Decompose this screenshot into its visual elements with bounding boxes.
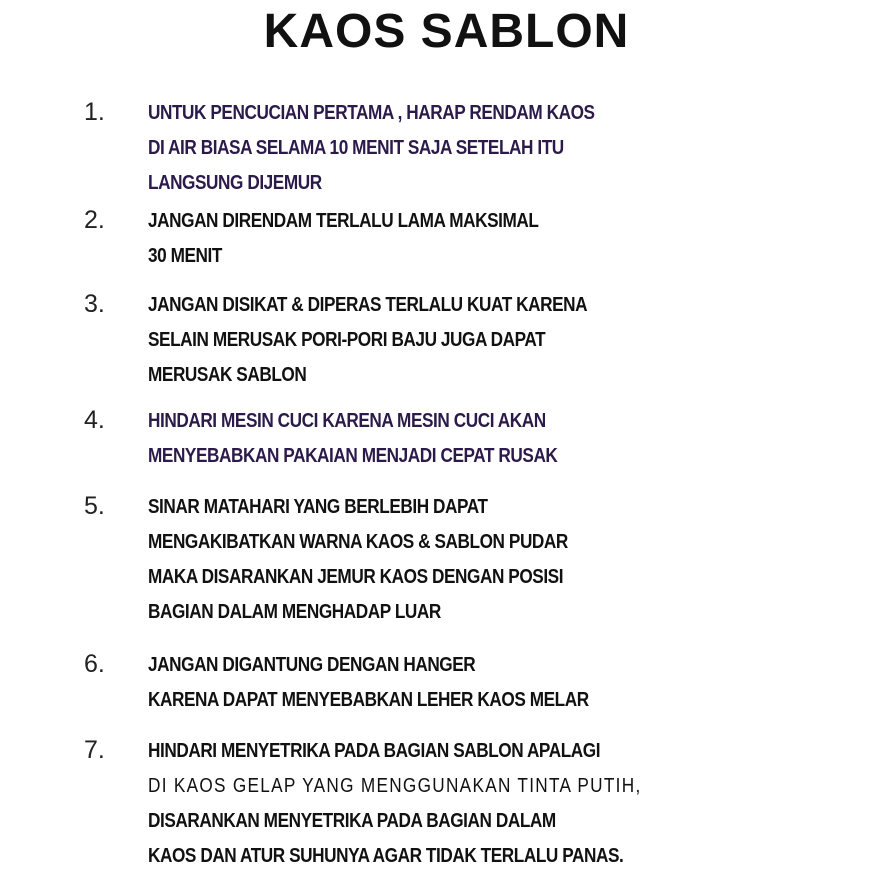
- rule-number: 3.: [84, 290, 105, 318]
- rule-line: KAOS DAN ATUR SUHUNYA AGAR TIDAK TERLALU PANAS.: [148, 845, 624, 867]
- rule-line: SINAR MATAHARI YANG BERLEBIH DAPAT: [148, 496, 488, 518]
- rule-line: DI AIR BIASA SELAMA 10 MENIT SAJA SETELAH ITU: [148, 137, 564, 159]
- rule-text: [148, 734, 767, 874]
- rule-line: HINDARI MENYETRIKA PADA BAGIAN SABLON APALAGI: [148, 740, 601, 762]
- rule-number: 7.: [84, 736, 105, 764]
- rule-text: [148, 204, 767, 274]
- rule-line: LANGSUNG DIJEMUR: [148, 172, 322, 194]
- page-title: KAOS SABLON: [263, 5, 630, 58]
- rule-line: SELAIN MERUSAK PORI-PORI BAJU JUGA DAPAT: [148, 329, 546, 351]
- rule-line: MENGAKIBATKAN WARNA KAOS & SABLON PUDAR: [148, 531, 568, 553]
- rule-line: HINDARI MESIN CUCI KARENA MESIN CUCI AKAN: [148, 410, 546, 432]
- rule-line: MERUSAK SABLON: [148, 364, 307, 386]
- rule-text: [148, 490, 767, 630]
- rule-line: DI KAOS GELAP YANG MENGGUNAKAN TINTA PUTIH,: [148, 775, 642, 797]
- rule-number: 4.: [84, 406, 105, 434]
- rule-line: BAGIAN DALAM MENGHADAP LUAR: [148, 601, 441, 623]
- rule-number: 6.: [84, 650, 105, 678]
- rule-line: MENYEBABKAN PAKAIAN MENJADI CEPAT RUSAK: [148, 445, 558, 467]
- rule-line: JANGAN DIGANTUNG DENGAN HANGER: [148, 654, 476, 676]
- rule-number: 2.: [84, 206, 105, 234]
- rule-text: [148, 648, 767, 718]
- rule-text: [148, 96, 767, 201]
- rule-line: MAKA DISARANKAN JEMUR KAOS DENGAN POSISI: [148, 566, 564, 588]
- rule-text: [148, 288, 767, 393]
- rule-line: JANGAN DIRENDAM TERLALU LAMA MAKSIMAL: [148, 210, 539, 232]
- rule-line: JANGAN DISIKAT & DIPERAS TERLALU KUAT KARENA: [148, 294, 588, 316]
- rule-number: 1.: [84, 98, 105, 126]
- rule-number: 5.: [84, 492, 105, 520]
- rule-line: UNTUK PENCUCIAN PERTAMA , HARAP RENDAM KAOS: [148, 102, 595, 124]
- rule-line: 30 MENIT: [148, 245, 222, 267]
- rule-line: KARENA DAPAT MENYEBABKAN LEHER KAOS MELAR: [148, 689, 589, 711]
- rule-line: DISARANKAN MENYETRIKA PADA BAGIAN DALAM: [148, 810, 556, 832]
- rule-text: [148, 404, 767, 474]
